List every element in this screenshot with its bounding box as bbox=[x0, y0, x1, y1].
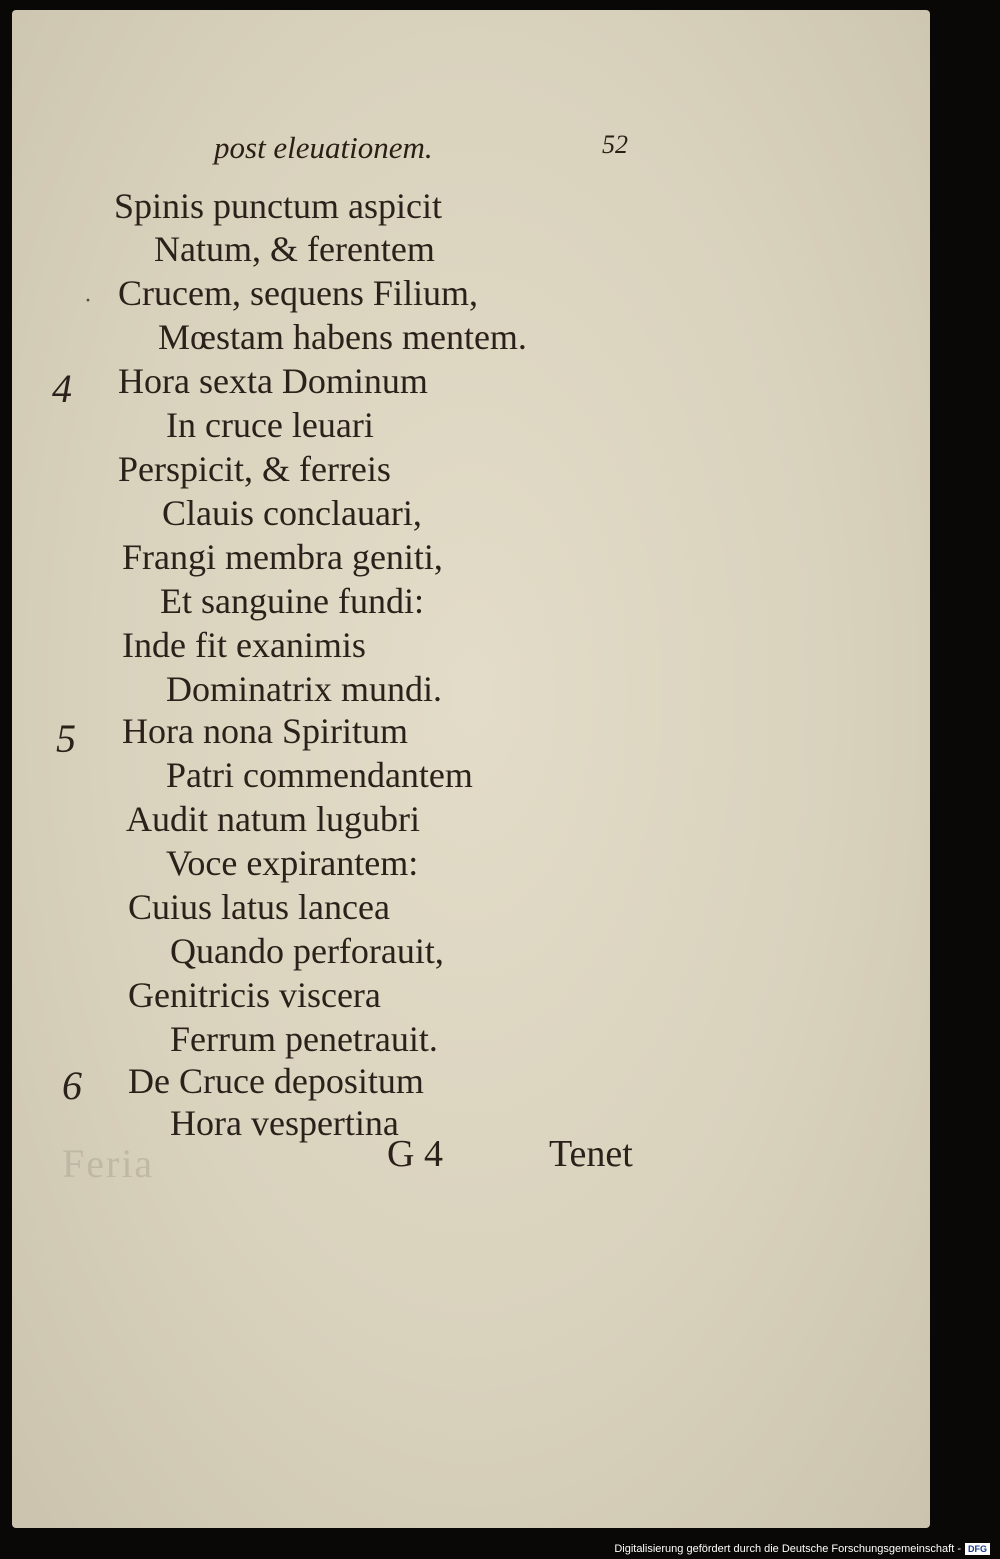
stray-mark: · bbox=[84, 288, 92, 314]
verse-line: De Cruce depositum bbox=[128, 1061, 424, 1101]
verse-line: Voce expirantem: bbox=[166, 843, 419, 883]
verse-line: Natum, & ferentem bbox=[154, 229, 435, 269]
verse-line: Cuius latus lancea bbox=[128, 887, 390, 927]
verse-line: Hora vespertina bbox=[170, 1103, 399, 1143]
page-number: 52 bbox=[602, 130, 628, 159]
signature-mark: G 4 bbox=[387, 1133, 443, 1175]
verse-line: Perspicit, & ferreis bbox=[118, 449, 391, 489]
verse-line: Crucem, sequens Filium, bbox=[118, 273, 478, 313]
verse-line: Ferrum penetrauit. bbox=[170, 1019, 438, 1059]
verse-line: Quando perforauit, bbox=[170, 931, 444, 971]
verse-line: Et sanguine fundi: bbox=[160, 581, 424, 621]
catchword: Tenet bbox=[549, 1133, 633, 1175]
book-page bbox=[12, 10, 930, 1528]
stanza-number: 6 bbox=[62, 1063, 82, 1108]
verse-line: Patri commendantem bbox=[166, 755, 473, 795]
verse-line: Audit natum lugubri bbox=[126, 799, 420, 839]
verse-line: Hora nona Spiritum bbox=[122, 711, 408, 751]
bleed-through-mark: Feria bbox=[62, 1141, 155, 1186]
dfg-logo: DFG bbox=[965, 1543, 990, 1555]
verse-line: Frangi membra geniti, bbox=[122, 537, 443, 577]
verse-line: In cruce leuari bbox=[166, 405, 374, 445]
verse-line: Spinis punctum aspicit bbox=[114, 186, 442, 226]
credit-text: Digitalisierung gefördert durch die Deutsche Forschungsgemeinschaft - bbox=[614, 1543, 961, 1555]
verse-line: Hora sexta Dominum bbox=[118, 361, 428, 401]
stanza-number: 5 bbox=[56, 716, 76, 761]
verse-line: Inde fit exanimis bbox=[122, 625, 366, 665]
verse-line: Mœstam habens mentem. bbox=[158, 317, 527, 357]
verse-line: Dominatrix mundi. bbox=[166, 669, 442, 709]
verse-line: Genitricis viscera bbox=[128, 975, 381, 1015]
digitization-credit bbox=[614, 1543, 990, 1555]
verse-line: Clauis conclauari, bbox=[162, 493, 422, 533]
running-head: post eleuationem. bbox=[214, 130, 433, 165]
stanza-number: 4 bbox=[52, 366, 72, 411]
